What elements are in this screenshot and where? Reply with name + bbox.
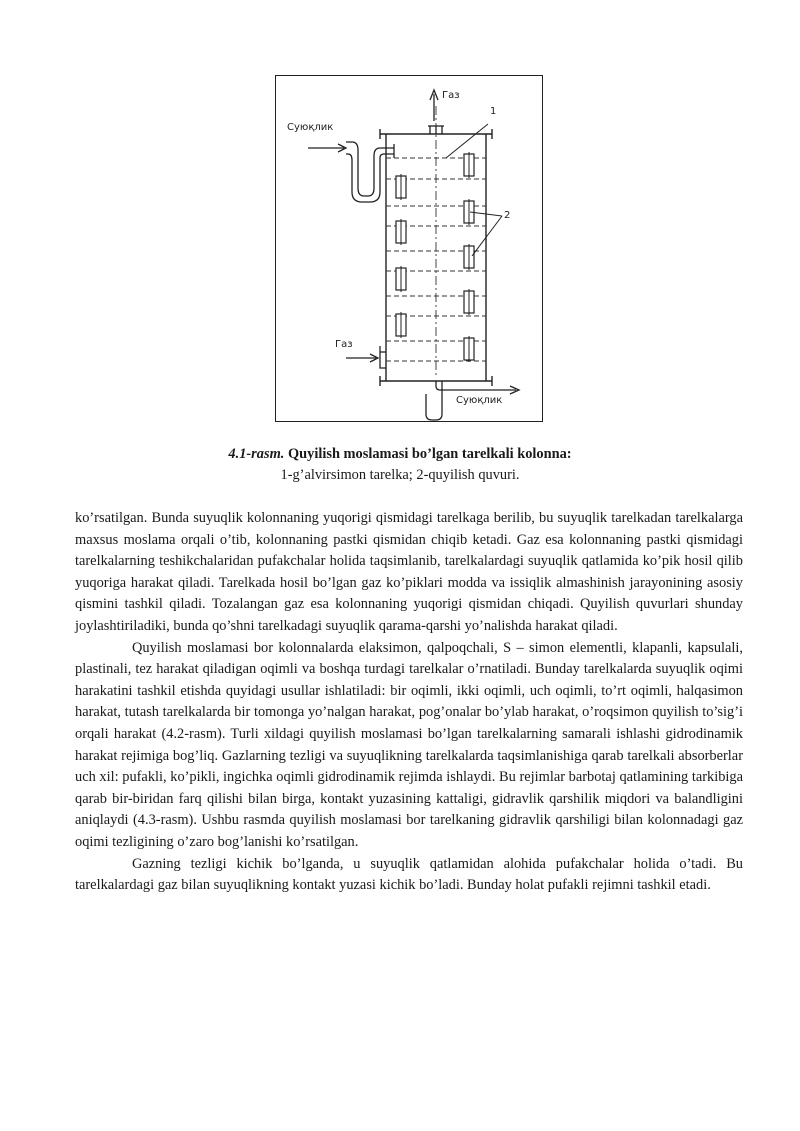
liquid-inlet-label: Суюқлик xyxy=(287,122,334,133)
downcomers xyxy=(396,154,474,360)
figure-number: 4.1-rasm. xyxy=(228,446,285,462)
column-diagram xyxy=(276,76,544,423)
liquid-inlet-pipe xyxy=(308,142,394,202)
gas-top-label: Газ xyxy=(442,90,460,101)
figure-caption xyxy=(0,446,800,463)
marker-1-label: 1 xyxy=(490,106,497,117)
figure-legend: 1-g’alvirsimon tarelka; 2-quyilish quvuri. xyxy=(280,467,520,483)
figure-title: Quyilish moslamasi bo’lgan tarelkali kolonna: xyxy=(284,446,572,462)
downcomer-details xyxy=(401,152,469,362)
body-text xyxy=(75,508,743,897)
leader-lines xyxy=(446,124,502,256)
figure-frame xyxy=(275,75,543,422)
paragraph-2: Quyilish moslamasi bor kolonnalarda elaksimon, qalpoqchali, S – simon elementli, klapanli, kapsulali, plastinali, tez harakat qiladigan oqimli va boshqa turdagi tarelkalar o’rnatiladi. Bunday tarelkalarda suyuqlik oqimi harakatini tashkil etishda quyidagi usullar ishlatiladi: bir oqimli, ikki oqimli, uch oqimli, to’rt oqimli, halqasimon harakat, tutash tarelkalarda bir tomonga yo’nalgan harakat, pog’onalar bo’ylab harakat, o’roqsimon quyilish to’sig’i orqali harakat (4.2-rasm). Turli xildagi quyilish moslamasi bo’lgan tarelkalarning samarali ishlashi gidrodinamik harakat rejimiga bog’liq. Gazlarning tezligi va suyuqlikning tarelkalarda taqsimlanishiga qarab tarelkali absorberlar uch xil: pufakli, ko’pikli, ingichka oqimli gidrodinamik rejimda ishlaydi. Bu rejimlar barbotaj qatlamining tarkibiga qarab bir-biridan farq qilishi bilan birga, kontakt yuzasining kattaligi, gidravlik qarshilik miqdori va balandligini aniqlaydi (4.3-rasm). Ushbu rasmda quyilish moslamasi bor tarelkaning gidravlik qarshiligi bilan kolonnadagi gaz oqimi tezligining o’zaro bog’lanishi ko’rsatilgan. xyxy=(75,639,743,850)
paragraph-3: Gazning tezligi kichik bo’lganda, u suyuqlik qatlamidan alohida pufakchalar holida o’tadi. Bu tarelkalardagi gaz bilan suyuqlikning kontakt yuzasi kichik bo’ladi. Bunday holat pufakli rejimni tashkil etadi. xyxy=(75,855,743,894)
liquid-outlet-label: Суюқлик xyxy=(456,395,503,406)
marker-2-label: 2 xyxy=(504,210,511,221)
gas-inlet-label: Газ xyxy=(335,339,353,350)
paragraph-1: ko’rsatilgan. Bunda suyuqlik kolonnaning yuqorigi qismidagi tarelkaga berilib, bu suyuqlik tarelkadan tarelkalarga maxsus moslama orqali o’tib, kolonnaning pastki qismidan chiqib ketadi. Gaz esa kolonnaning pastki qismidagi tarelkalarning teshikchalaridan pufakchalar holida taqsimlanib, tarelkalardagi suyuqlik qatlamida ko’pik hosil qilib yuqoriga harakat qiladi. Tarelkada hosil bo’lgan gaz ko’piklari modda va issiqlik almashinish jarayonining asosiy qismini tashkil qiladi. Tozalangan gaz esa kolonnaning yuqorigi qismidan chiqadi. Quyilish quvurlari shunday joylashtiriladiki, bunda qo’shni tarelkadagi suyuqlik qarama-qarshi yo’nalishda harakat qiladi. xyxy=(75,510,743,634)
